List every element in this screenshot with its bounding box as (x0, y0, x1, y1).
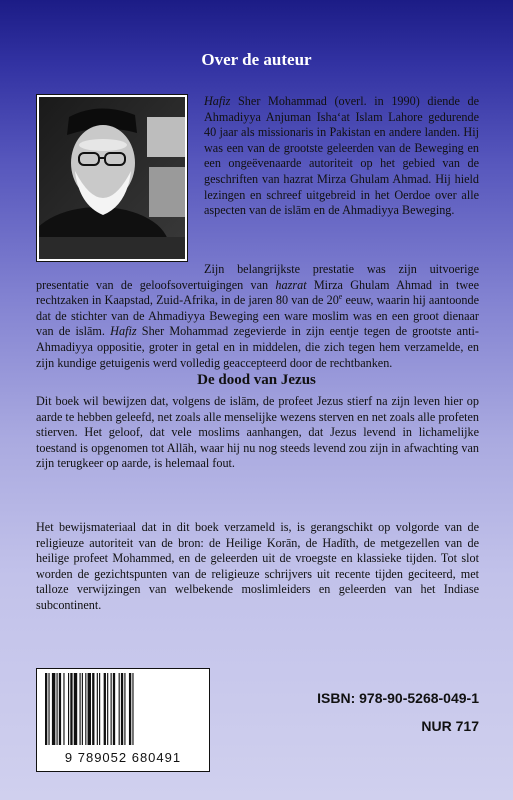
barcode (36, 668, 210, 772)
barcode-bar (111, 673, 112, 745)
book-paragraph-2: Het bewijsmateriaal dat in dit boek verzameld is, is gerangschikt op volgorde van de religieuze autoriteit van de bron: de Heilige Korān, de Hadīth, de metgezellen van de heilige profeet Mohammed, en de geleerden uit de vroegste en klassieke tijden. Tot slot worden de gezichtspunten van de religieuze schrijvers uit recente tijden geciteerd, met talloze verwijzingen van welbekende moslimleiders en geleerden van het Indiase subcontinent. (36, 520, 479, 612)
barcode-bar (113, 673, 115, 745)
author-paragraph-2-c: eeuw, waarin hij aantoonde dat de stichter van de Ahmadiyya Beweging een ware moslim was en een groot dienaar van de islām. (36, 293, 479, 339)
hafiz-title-2: Hafiz (110, 324, 137, 339)
barcode-bar (52, 673, 55, 745)
author-paragraph-2 (36, 262, 479, 371)
barcode-bar (104, 673, 106, 745)
barcode-bar (119, 673, 120, 745)
barcode-bar (85, 673, 86, 745)
barcode-bar (70, 673, 72, 745)
author-paragraph-1 (204, 94, 479, 219)
barcode-bar (107, 673, 108, 745)
barcode-bar (57, 673, 58, 745)
book-heading: De dood van Jezus (197, 372, 316, 388)
author-heading: Over de auteur (201, 50, 312, 69)
author-paragraph-2-a: Zijn belangrijkste prestatie was zijn uitvoerige presentatie van de geloofsovertuigingen van (36, 262, 479, 292)
author-photo (36, 94, 188, 262)
barcode-bar (59, 673, 61, 745)
barcode-bar (63, 673, 64, 745)
barcode-bar (121, 673, 123, 745)
barcode-bar (88, 673, 91, 745)
barcode-bar (124, 673, 125, 745)
barcode-bar (82, 673, 83, 745)
author-paragraph-2-b: Mirza Ghulam Ahmad in twee rechtzaken in Kaapstad, Zuid-Afrika, in de jaren 80 van de 20 (36, 277, 479, 308)
barcode-bar (68, 673, 69, 745)
hazrat-title: hazrat (275, 277, 307, 292)
barcode-bar (80, 673, 81, 745)
author-paragraph-1-text: Sher Mohammad (overl. in 1990) diende de Ahmadiyya Anjuman Isha‘at Islam Lahore gedurende 40 jaar als missionaris in Pakistan en andere landen. Hij was een van de grootste geleerden van de Beweging en een ongeëvenaarde autoriteit op het gebied van de geschriften van hazrat Mirza Ghulam Ahmad. Hij hield lezingen en schreef uitgebreid in het Oerdoe over alle aspecten van de islām en de Ahmadiyya Beweging. (204, 94, 479, 218)
barcode-bar (48, 673, 49, 745)
barcode-bar (129, 673, 131, 745)
barcode-bar (45, 673, 47, 745)
book-paragraph-1: Dit boek wil bewijzen dat, volgens de islām, de profeet Jezus stierf na zijn leven hier op aarde te hebben geleefd, net zoals alle menselijke wezens sterven en net zoals alle profeten stierven. Het geloof, dat vele moslims aanhangen, dat Jezus levend in lichamelijke toestand is opgenomen tot Allāh, waar hij nu nog steeds levend zou zijn in afwachting van zijn terugkeer op aarde, is helemaal fout. (36, 394, 479, 471)
barcode-bars (43, 673, 203, 747)
nur-label: NUR 717 (421, 718, 479, 734)
barcode-bar (74, 673, 77, 745)
barcode-number: 9 789052 680491 (64, 750, 182, 765)
barcode-bar (99, 673, 100, 745)
hafiz-title: Hafiz (204, 94, 231, 108)
century-superscript: e (338, 292, 343, 302)
isbn-label: ISBN: 978-90-5268-049-1 (317, 690, 479, 706)
author-paragraph-2-d: Sher Mohammad zegevierde in zijn eentje tegen de grootste anti-Ahmadiyya oppositie, groter in getal en in middelen, die zich tegen hem verzamelde, en zijn kundige getuigenis werd volledig geaccepteerd door de rechtbanken. (36, 324, 479, 370)
barcode-bar (132, 673, 133, 745)
barcode-bar (92, 673, 94, 745)
barcode-bar (97, 673, 98, 745)
